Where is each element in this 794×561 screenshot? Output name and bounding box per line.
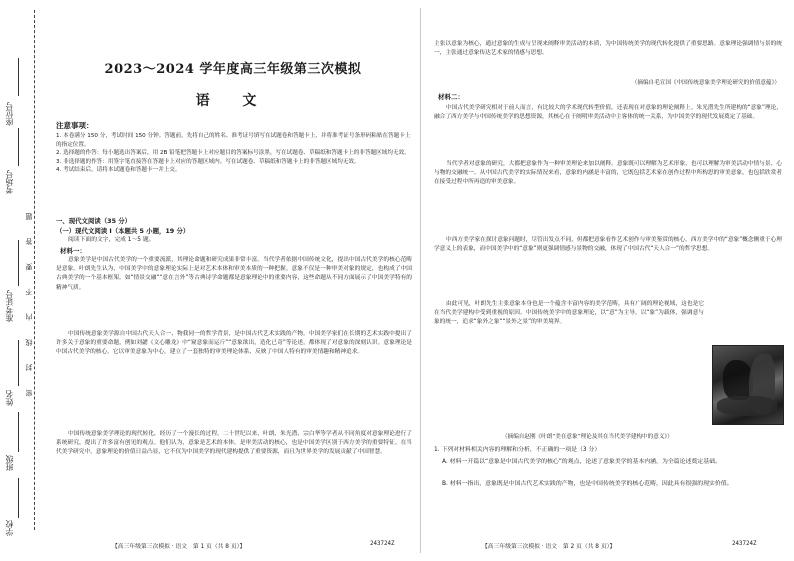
page-footer-label: 【高三年级第三次模拟 · 语文 第 2 页（共 8 页）】 <box>482 544 616 550</box>
notes-list <box>56 132 412 175</box>
seal-notice: 密 封 线 内 不 要 答 题 <box>25 205 33 397</box>
material-one-paragraph: 中国传统意象美学理论的现代转化，经历了一个漫长的过程。二十世纪以来，叶朗、朱光潜、宗白华等学者从不同角度对意象理论进行了系统研究，提出了许多富有创见的观点。他们认为，意象是艺术的本体，是审美活动的核心，也是中国美学区别于西方美学的重要特征。在当代美学研究中，意象理论的价值日益凸显，它不仅为中国美学的现代建构提供了重要资源，而且为世界美学的发展贡献了中国智慧。 <box>56 431 412 456</box>
material-two-paragraph: 由此可见，叶朗先生主张意象本身也是一个蕴含丰富内容的美学范畴，具有广阔的理论视域，这也是它在当代美学建构中受到重视的原因。中国传统美学中的意象理论，以“意”为主导，以“象”为载体，强调意与象的统一，追求“象外之象”“景外之景”的审美境界。 <box>434 301 704 326</box>
class-label: 班级 <box>5 455 14 471</box>
question-1-option-b[interactable]: B. 材料一指出，意象既是中国古代艺术实践的产物，也是中国传统美学的核心范畴，因此具有很强的现实价值。 <box>442 481 733 487</box>
material-two-paragraph: 当代学者对意象的研究，大都把意象作为一种审美理论来加以阐释。意象既可以理解为艺术形象，也可以理解为审美活动中情与景、心与物的交融统一。从中国古代美学的实际情况来看，意象的内涵是丰富的，它既包括艺术家在创作过程中所构思的审美意象，也包括欣赏者在接受过程中所再造的审美意象。 <box>434 161 782 186</box>
student-name-label: 姓名 <box>5 390 14 406</box>
material-two-paragraph: 中西方美学家在探讨意象问题时，尽管出发点不同，但都把意象看作艺术创作与审美鉴赏的核心。西方美学中的“意象”概念侧重于心理学意义上的表象，而中国美学中的“意象”则更强调情感与景物的交融，体现了中国古代“天人合一”的哲学思想。 <box>434 237 782 253</box>
reading-instruction: 阅读下面的文字，完成 1～5 题。 <box>68 237 155 243</box>
binding-strip <box>0 0 46 561</box>
exam-room-label: 考场号 <box>5 170 14 194</box>
subsection-heading: （一）现代文阅读 Ⅰ（本题共 5 小题，19 分） <box>56 227 190 235</box>
page-footer-label: 【高三年级第三次模拟 · 语文 第 1 页（共 8 页）】 <box>112 544 246 550</box>
material-one-continuation: 主张以意象为核心，通过意象的生成与呈现来阐释审美活动的本质，为中国传统美学的现代转化提供了重要思路。意象理论强调情与景的统一，主张通过意象传达艺术家的情感与思想。 <box>434 41 782 57</box>
material-two-paragraph: 中国古代美学研究相对于前人而言，有比较大的学术现代转型价值，还表现在对意象的理论阐释上。朱光潜先生所建构的“意象”理论，融合了西方美学与中国传统美学的思想资源，其核心在于阐明审美活动中主客体的统一关系，为中国美学的现代发展奠定了基础。 <box>434 105 782 121</box>
page-footer-code: 243724Z <box>370 541 395 547</box>
exam-title: 2023～2024 学年度高三年级第三次模拟 <box>104 62 362 77</box>
school-field[interactable] <box>18 478 19 518</box>
exam-number-field[interactable] <box>18 240 19 286</box>
exam-room-field[interactable] <box>18 128 19 166</box>
left-column <box>52 0 414 561</box>
note-item: 1. 本卷满分 150 分，考试时间 150 分钟。答题前，先将自己的姓名、准考证号填写在试题卷和答题卡上，并将准考证号条形码粘贴在答题卡上的指定位置。 <box>56 133 411 148</box>
note-item: 4. 考试结束后，请将本试题卷和答题卡一并上交。 <box>56 167 181 174</box>
material-one-paragraph: 意象美学是中国古代美学的一个重要流派，其理论命题和研究成果非常丰富。当代学者依据中国传统文化，提出中国古代美学的核心范畴是意象。叶朗先生认为，中国美学中的意象理论实际上是对艺术本体和审美本质的一种把握。意象不仅是一种审美对象的规定，也构成了中国古典美学的一个基本框架。如“情景交融”“意在言外”等古典诗学命题都是意象理论中的重要内容，这些命题从不同方面展示了中国美学特有的精神气质。 <box>56 257 412 291</box>
subject-title: 语 文 <box>195 93 271 109</box>
material-two-source: （摘编自赵刚《叶朗“美在意象”理论及其在当代美学建构中的意义》） <box>502 434 673 440</box>
student-name-field[interactable] <box>18 340 19 386</box>
right-column <box>432 0 784 561</box>
page-footer-code: 243724Z <box>732 541 757 547</box>
question-1-stem: 1. 下列对材料相关内容的理解和分析，不正确的一项是（3 分） <box>434 447 601 453</box>
question-1-option-a[interactable]: A. 材料一开篇以“意象是中国古代美学的核心”的观点，论述了意象美学的基本内涵，为全篇论述奠定基础。 <box>442 459 721 465</box>
section-heading: 一、现代文阅读（35 分） <box>56 217 132 225</box>
note-item: 3. 非选择题的作答：用签字笔直接答在答题卡上对应的答题区域内。写在试题卷、草稿纸和答题卡上的非答题区域均无效。 <box>56 158 360 165</box>
material-one-source: （摘编自毛宣国《中国传统意象美学理论研究的价值意蕴》） <box>631 80 780 86</box>
notes-heading: 注意事项： <box>56 121 94 130</box>
material-one-heading: 材料一： <box>60 247 86 255</box>
illustration-photo <box>712 345 784 425</box>
note-item: 2. 选择题的作答：每小题选出答案后，用 2B 铅笔把答题卡上对应题目的答案标号涂黑。写在试题卷、草稿纸和答题卡上的非答题区域均无效。 <box>56 150 410 157</box>
class-field[interactable] <box>18 412 19 452</box>
seat-number-field[interactable] <box>18 58 19 96</box>
exam-number-label: 准考证号 <box>5 290 14 322</box>
material-one-paragraph: 中国传统意象美学源自中国古代天人合一、物我同一的哲学背景，是中国古代艺术实践的产物。中国美学家们在长期的艺术实践中提出了许多关于意象的重要命题，例如刘勰《文心雕龙》中“窥意象而运斤”“意象欲出，造化已奇”等论述，都体现了对意象的深刻认识。意象理论是中国古代美学的核心，它以审美意象为中心，建立了一套独特的审美理论体系，反映了中国人特有的审美情趣和精神追求。 <box>56 331 412 356</box>
school-label: 学校 <box>5 520 14 536</box>
seal-dashed-line <box>34 10 35 530</box>
material-two-heading: 材料二： <box>438 93 464 101</box>
column-divider <box>420 8 421 553</box>
seat-number-label: 座位号 <box>5 102 14 126</box>
